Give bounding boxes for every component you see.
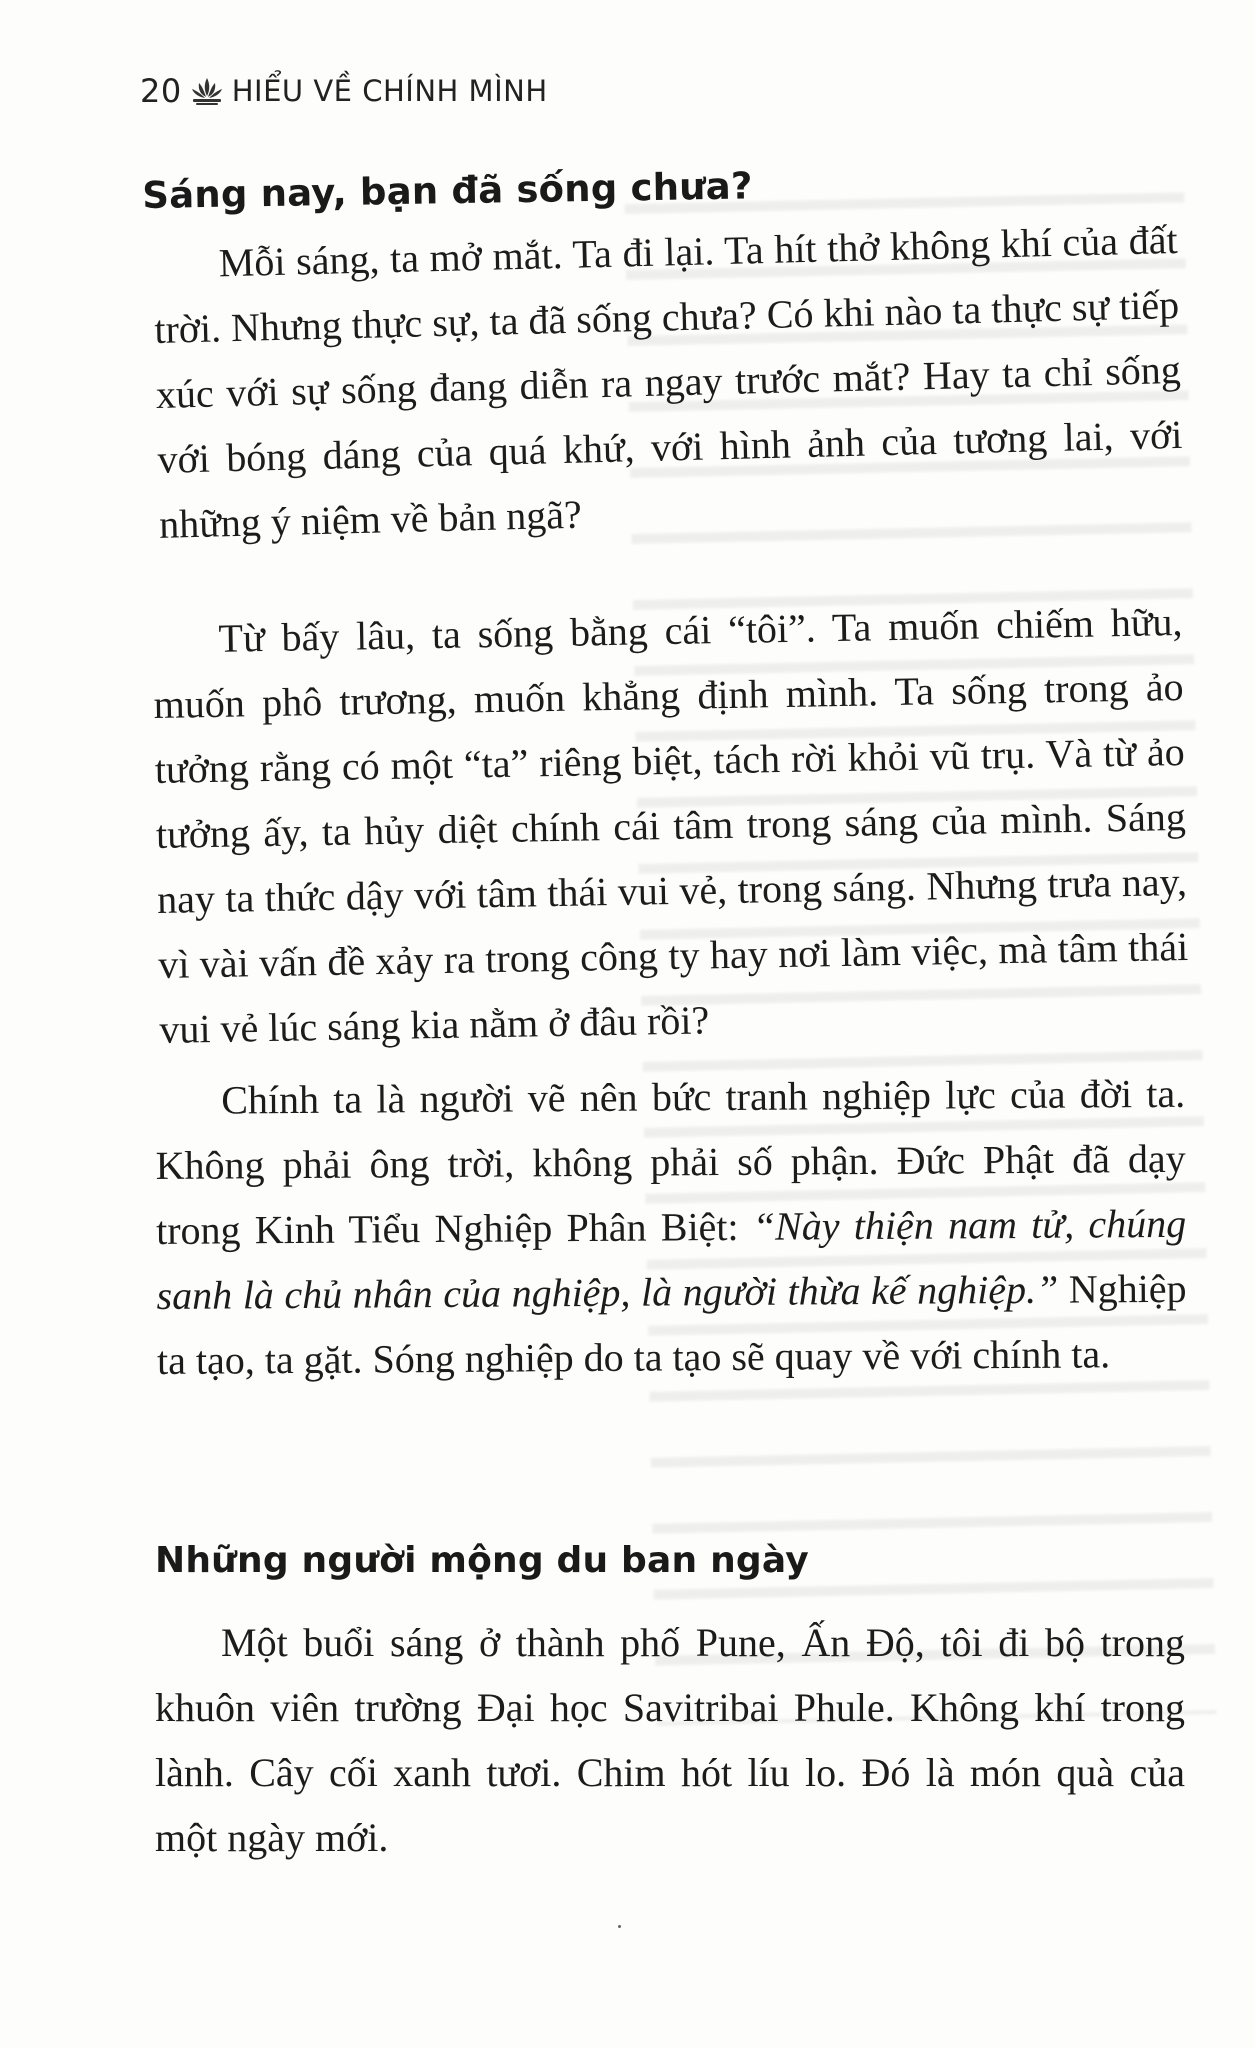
paragraph-text: Nghiệp ta tạo, ta gặt. Sóng nghiệp do ta tạo sẽ quay về với chính ta. [156,1265,1187,1383]
page-number: 20 [140,72,182,110]
paragraph: Mỗi sáng, ta mở mắt. Ta đi lại. Ta hít thở không khí của đất trời. Nhưng thực sự, ta đã sống chưa? Có khi nào ta thực sự tiếp xúc với sự sống đang diễn ra ngay trước mắt? Hay ta chỉ sống với bóng dáng của quá khứ, với hình ảnh của tương lai, với những ý niệm về bản ngã? [153,216,1183,547]
sutra-quote: “Này thiện nam tử, chúng sanh là chủ nhân của nghiệp, là người thừa kế nghiệp.” [156,1200,1187,1318]
section-heading: Những người mộng du ban ngày [155,1540,809,1581]
paragraph: Từ bấy lâu, ta sống bằng cái “tôi”. Ta muốn chiếm hữu, muốn phô trương, muốn khẳng định mình. Ta sống trong ảo tưởng rằng có một “ta” riêng biệt, tách rời khỏi vũ trụ. Và từ ảo tưởng ấy, ta hủy diệt chính cái tâm trong sáng của mình. Sáng nay ta thức dậy với tâm thái vui vẻ, trong sáng. Nhưng trưa nay, vì vài vấn đề xảy ra trong công ty hay nơi làm việc, mà tâm thái vui vẻ lúc sáng kia nằm ở đâu rồi? [153,599,1189,1052]
print-speck [618,1925,621,1928]
section-heading: Sáng nay, bạn đã sống chưa? [142,164,753,217]
running-header [140,72,548,110]
book-title: HIỂU VỀ CHÍNH MÌNH [231,74,548,108]
paragraph [155,1061,1187,1393]
paragraph: Một buổi sáng ở thành phố Pune, Ấn Độ, tôi đi bộ trong khuôn viên trường Đại học Savitribai Phule. Không khí trong lành. Cây cối xanh tươi. Chim hót líu lo. Đó là món quà của một ngày mới. [155,1620,1185,1860]
lotus-icon [190,76,224,106]
paragraph-text: Chính ta là người vẽ nên bức tranh nghiệp lực của đời ta. Không phải ông trời, không phải số phận. Đức Phật đã dạy trong Kinh Tiểu Nghiệp Phân Biệt: [155,1070,1186,1253]
